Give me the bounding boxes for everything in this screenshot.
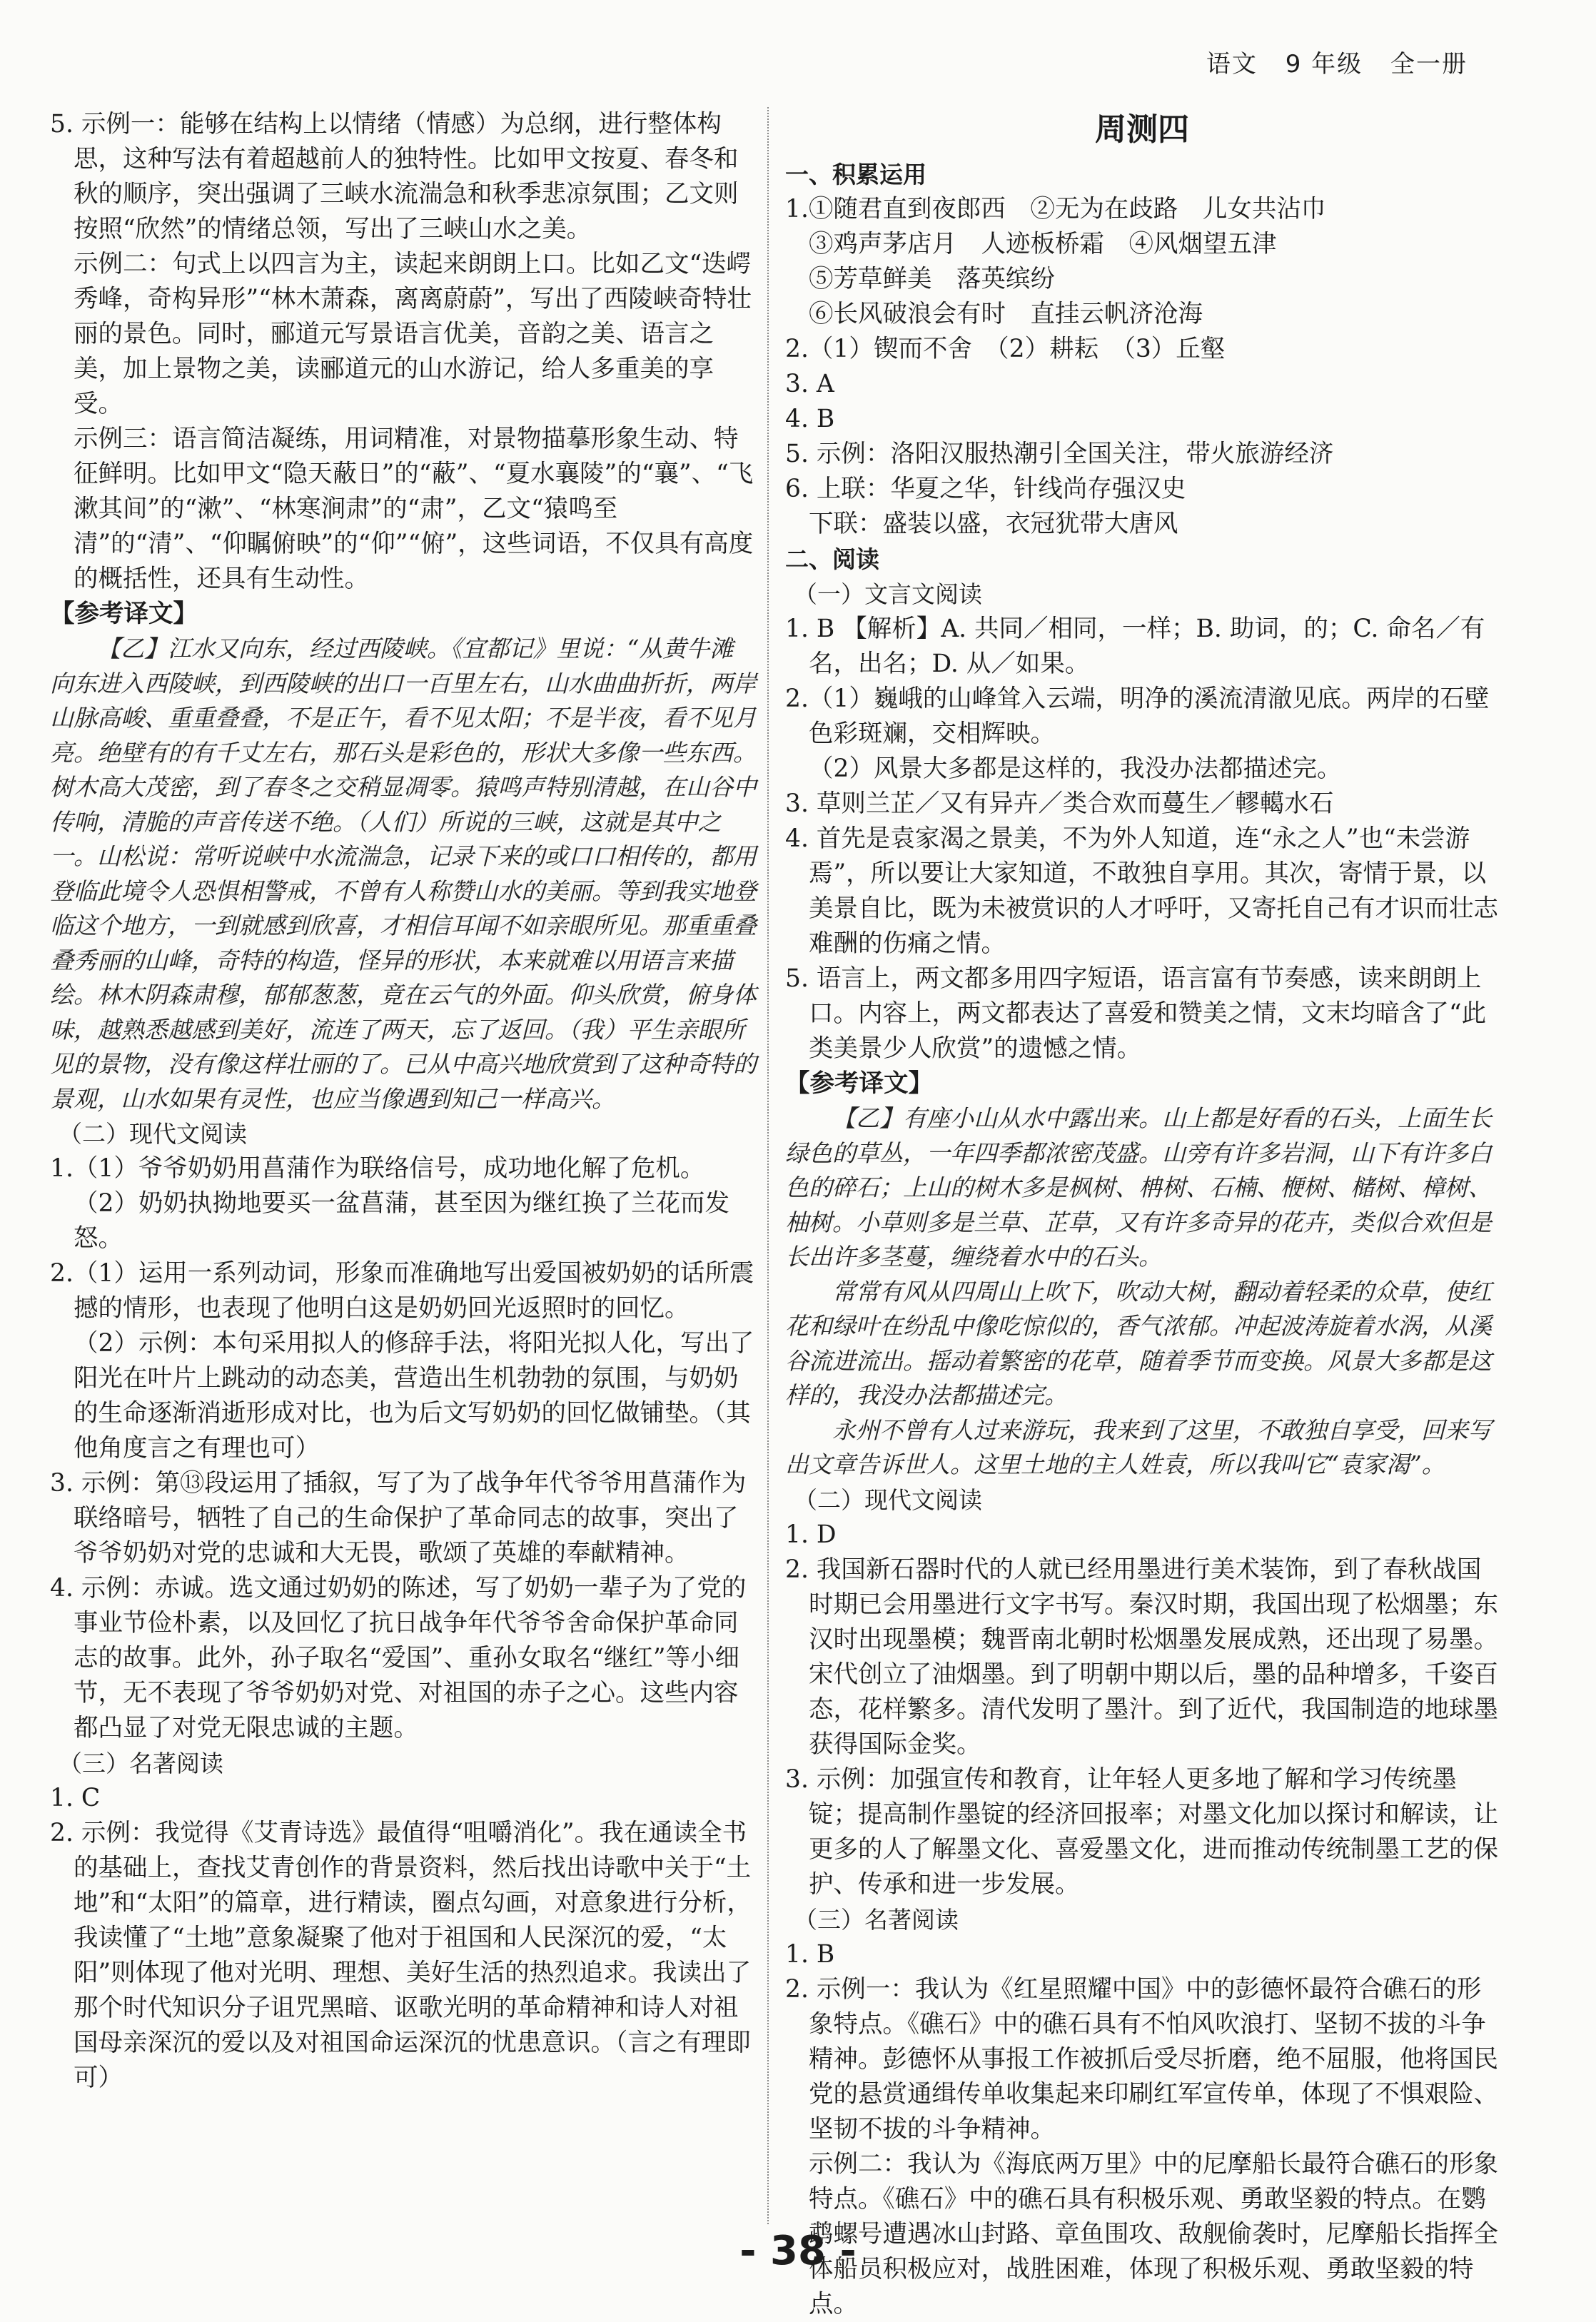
answer-3: 3. A: [785, 370, 834, 398]
column-divider: [767, 107, 769, 2224]
section-accumulation: 一、积累运用: [785, 161, 926, 188]
section-modern-reading-right: （二）现代文阅读: [794, 1485, 982, 1514]
classics-answer-1: 1. C: [50, 1784, 101, 1812]
answer-6-upper: 6. 上联：华夏之华，针线尚存强汉史: [785, 475, 1186, 503]
header-grade: 9 年级: [1285, 50, 1363, 79]
answer-4: 4. B: [785, 405, 835, 433]
classics-answer-2: 2. 示例：我觉得《艾青诗选》最值得“咀嚼消化”。我在通读全书的基础上，查找艾青创作的背景资料，然后找出诗歌中关于“土地”和“太阳”的篇章，进行精读，圈点勾画，对意象进行分析，我读懂了“土地”意象凝聚了他对于祖国和人民深沉的爱，“太阳”则体现了他对光明、理想、美好生活的热烈追求。我读出了那个时代知识分子诅咒黑暗、讴歌光明的革命精神和诗人对祖国母亲深沉的爱以及对祖国命运深沉的忧患意识。（言之有理即可）: [50, 1819, 752, 2092]
modern-answer-4: 4. 示例：赤诚。选文通过奶奶的陈述，写了奶奶一辈子为了党的事业节俭朴素，以及回忆了抗日战争年代爷爷舍命保护革命同志的故事。此外，孙子取名“爱国”、重孙女取名“继红”等小细节，无不表现了爷爷奶奶对党、对祖国的赤子之心。这些内容都凸显了对党无限忠诚的主题。: [50, 1574, 747, 1742]
classics-answer-2-example-1: 2. 示例一：我认为《红星照耀中国》中的彭德怀最符合礁石的形象特点。《礁石》中的礁石具有不怕风吹浪打、坚韧不拔的斗争精神。彭德怀从事报工作被抓后受尽折磨，绝不屈服，他将国民党的悬赏通缉传单收集起来印刷红军宣传单，体现了不惧艰险、坚韧不拔的斗争精神。: [785, 1974, 1498, 2144]
answer-5-example-1: 5. 示例一：能够在结构上以情绪（情感）为总纲，进行整体构思，这种写法有着超越前人的独特性。比如甲文按夏、春冬和秋的顺序，突出强调了三峡水流湍急和秋季悲凉氛围；乙文则按照“欣然”的情绪总领，写出了三峡山水之美。: [50, 110, 739, 243]
classics-answer-2-example-2: 示例二：我认为《海底两万里》中的尼摩船长最符合礁石的形象特点。《礁石》中的礁石具有积极乐观、勇敢坚毅的特点。在鹦鹉螺号遭遇冰山封路、章鱼围攻、敌舰偷袭时，尼摩船长指挥全体船员积极应对，战胜困难，体现了积极乐观、勇敢坚毅的特点。: [809, 2149, 1498, 2318]
reference-translation-label-right: 【参考译文】: [785, 1069, 933, 1098]
header-volume: 全一册: [1390, 50, 1468, 79]
classical-answer-1: 1. B 【解析】A. 共同／相同，一样；B. 助词，的；C. 命名／有名，出名；D. 从／如果。: [785, 615, 1485, 678]
classical-answer-2-1: 2.（1）巍峨的山峰耸入云端，明净的溪流清澈见底。两岸的石壁色彩斑斓，交相辉映。: [785, 685, 1490, 748]
classical-answer-3: 3. 草则兰芷／又有异卉／类合欢而蔓生／轇轕水石: [785, 789, 1334, 818]
answer-6-lower: 下联：盛装以盛，衣冠犹带大唐风: [809, 510, 1178, 538]
modern-answer-2-2: （2）示例：本句采用拟人的修辞手法，将阳光拟人化，写出了阳光在叶片上跳动的动态美，营造出生机勃勃的氛围，与奶奶的生命逐渐消逝形成对比，也为后文写奶奶的回忆做铺垫。（其他角度言之有理也可）: [74, 1329, 754, 1463]
page-header: [1188, 44, 1468, 79]
right-column: [785, 107, 1499, 2322]
modern-answer-1-right: 1. D: [785, 1520, 837, 1549]
section-classics-reading-right: （三）名著阅读: [794, 1905, 959, 1934]
reference-translation-para-1: 【乙】有座小山从水中露出来。山上都是好看的石头，上面生长绿色的草丛，一年四季都浓密茂盛。山旁有许多岩洞，山下有许多白色的碎石；上山的树木多是枫树、柟树、石楠、楩树、槠树、樟树、柚树。小草则多是兰草、芷草，又有许多奇异的花卉，类似合欢但是长出许多茎蔓，缠绕着水中的石头。: [785, 1104, 1492, 1271]
modern-answer-3: 3. 示例：第⑬段运用了插叙，写了为了战争年代爷爷用菖蒲作为联络暗号，牺牲了自己的生命保护了革命同志的故事，突出了爷爷奶奶对党的忠诚和大无畏，歌颂了英雄的奉献精神。: [50, 1469, 747, 1568]
reference-translation-text: 【乙】江水又向东，经过西陵峡。《宜都记》里说：“从黄牛滩向东进入西陵峡，到西陵峡的出口一百里左右，山水曲曲折折，两岸山脉高峻、重重叠叠，不是正午，看不见太阳；不是半夜，看不见月亮。绝壁有的有千丈左右，那石头是彩色的，形状大多像一些东西。树木高大茂密，到了春冬之交稍显凋零。猿鸣声特别清越，在山谷中传响，清脆的声音传送不绝。（人们）所说的三峡，这就是其中之一。山松说：常听说峡中水流湍急，记录下来的或口口相传的，都用登临此境令人恐惧相警戒，不曾有人称赞山水的美丽。等到我实地登临这个地方，一到就感到欣喜，才相信耳闻不如亲眼所见。那重重叠叠秀丽的山峰，奇特的构造，怪异的形状，本来就难以用语言来描绘。林木阴森肃穆，郁郁葱葱，竟在云气的外面。仰头欣赏，俯身体味，越熟悉越感到美好，流连了两天，忘了返回。（我）平生亲眼所见的景物，没有像这样壮丽的了。已从中高兴地欣赏到了这种奇特的景观，山水如果有灵性，也应当像遇到知己一样高兴。: [50, 635, 757, 1113]
header-subject: 语文: [1206, 50, 1258, 79]
reference-translation-label: 【参考译文】: [50, 600, 198, 628]
page-number: - 38 -: [739, 2228, 857, 2274]
classical-answer-4: 4. 首先是袁家渴之景美，不为外人知道，连“永之人”也“未尝游焉”，所以要让大家知道，不敢独自享用。其次，寄情于景，以美景自比，既为未被赏识的人才呼吁，又寄托自己有才识而壮志难酬的伤痛之情。: [785, 824, 1498, 958]
answer-5-example-3: 示例三：语言简洁凝练，用词精准，对景物描摹形象生动、特征鲜明。比如甲文“隐天蔽日”的“蔽”、“夏水襄陵”的“襄”、“飞漱其间”的“漱”、“林寒涧肃”的“肃”，乙文“猿鸣至清”的“清”、“仰瞩俯映”的“仰”“俯”，这些词语，不仅具有高度的概括性，还具有生动性。: [74, 425, 754, 593]
modern-answer-2-1: 2.（1）运用一系列动词，形象而准确地写出爱国被奶奶的话所震撼的情形，也表现了他明白这是奶奶回光返照时的回忆。: [50, 1259, 754, 1323]
answer-1-line-1: 1.①随君直到夜郎西 ②无为在歧路 儿女共沾巾: [785, 195, 1326, 223]
reference-translation-para-2: 常常有风从四周山上吹下，吹动大树，翻动着轻柔的众草，使红花和绿叶在纷乱中像吃惊似的，香气浓郁。冲起波涛旋着水涡，从溪谷流进流出。摇动着繁密的花草，随着季节而变换。风景大多都是这样的，我没办法都描述完。: [785, 1277, 1492, 1409]
left-column: [50, 107, 757, 2096]
answer-5: 5. 示例：洛阳汉服热潮引全国关注，带火旅游经济: [785, 440, 1334, 468]
answer-1-line-2: ③鸡声茅店月 人迹板桥霜 ④风烟望五津: [809, 230, 1277, 258]
classical-answer-2-2: （2）风景大多都是这样的，我没办法都描述完。: [809, 754, 1342, 783]
classics-answer-1-right: 1. B: [785, 1939, 835, 1969]
modern-answer-2-right: 2. 我国新石器时代的人就已经用墨进行美术装饰，到了春秋战国时期已会用墨进行文字书写。秦汉时期，我国出现了松烟墨；东汉时出现墨模；魏晋南北朝时松烟墨发展成熟，还出现了易墨。宋代创立了油烟墨。到了明朝中期以后，墨的品种增多，千姿百态，花样繁多。清代发明了墨汁。到了近代，我国制造的地球墨获得国际金奖。: [785, 1555, 1498, 1759]
classical-answer-5: 5. 语言上，两文都多用四字短语，语言富有节奏感，读来朗朗上口。内容上，两文都表达了喜爱和赞美之情，文末均暗含了“此类美景少人欣赏”的遗憾之情。: [785, 964, 1487, 1063]
answer-2: 2.（1）锲而不舍 （2）耕耘 （3）丘壑: [785, 335, 1226, 363]
modern-answer-1-2: （2）奶奶执拗地要买一盆菖蒲，甚至因为继红换了兰花而发怒。: [74, 1189, 729, 1253]
answer-1-line-3: ⑤芳草鲜美 落英缤纷: [809, 265, 1055, 293]
modern-answer-3-right: 3. 示例：加强宣传和教育，让年轻人更多地了解和学习传统墨锭；提高制作墨锭的经济回报率；对墨文化加以探讨和解读，让更多的人了解墨文化、喜爱墨文化，进而推动传统制墨工艺的保护、传承和进一步发展。: [785, 1765, 1498, 1899]
section-modern-reading: （二）现代文阅读: [59, 1120, 247, 1148]
answer-5-example-2: 示例二：句式上以四言为主，读起来朗朗上口。比如乙文“迭崿秀峰，奇构异形”“林木萧森，离离蔚蔚”，写出了西陵峡奇特壮丽的景色。同时，郦道元写景语言优美，音韵之美、语言之美，加上景物之美，读郦道元的山水游记，给人多重美的享受。: [74, 250, 752, 418]
section-classical-chinese: （一）文言文阅读: [794, 580, 982, 608]
reference-translation-para-3: 永州不曾有人过来游玩，我来到了这里，不敢独自享受，回来写出文章告诉世人。这里土地的主人姓袁，所以我叫它“袁家渴”。: [785, 1415, 1492, 1478]
section-reading: 二、阅读: [785, 545, 879, 573]
section-classics-reading: （三）名著阅读: [59, 1750, 223, 1777]
weekly-test-title: 周测四: [1095, 111, 1189, 148]
answer-1-line-4: ⑥长风破浪会有时 直挂云帆济沧海: [809, 300, 1203, 328]
modern-answer-1-1: 1.（1）爷爷奶奶用菖蒲作为联络信号，成功地化解了危机。: [50, 1154, 705, 1183]
